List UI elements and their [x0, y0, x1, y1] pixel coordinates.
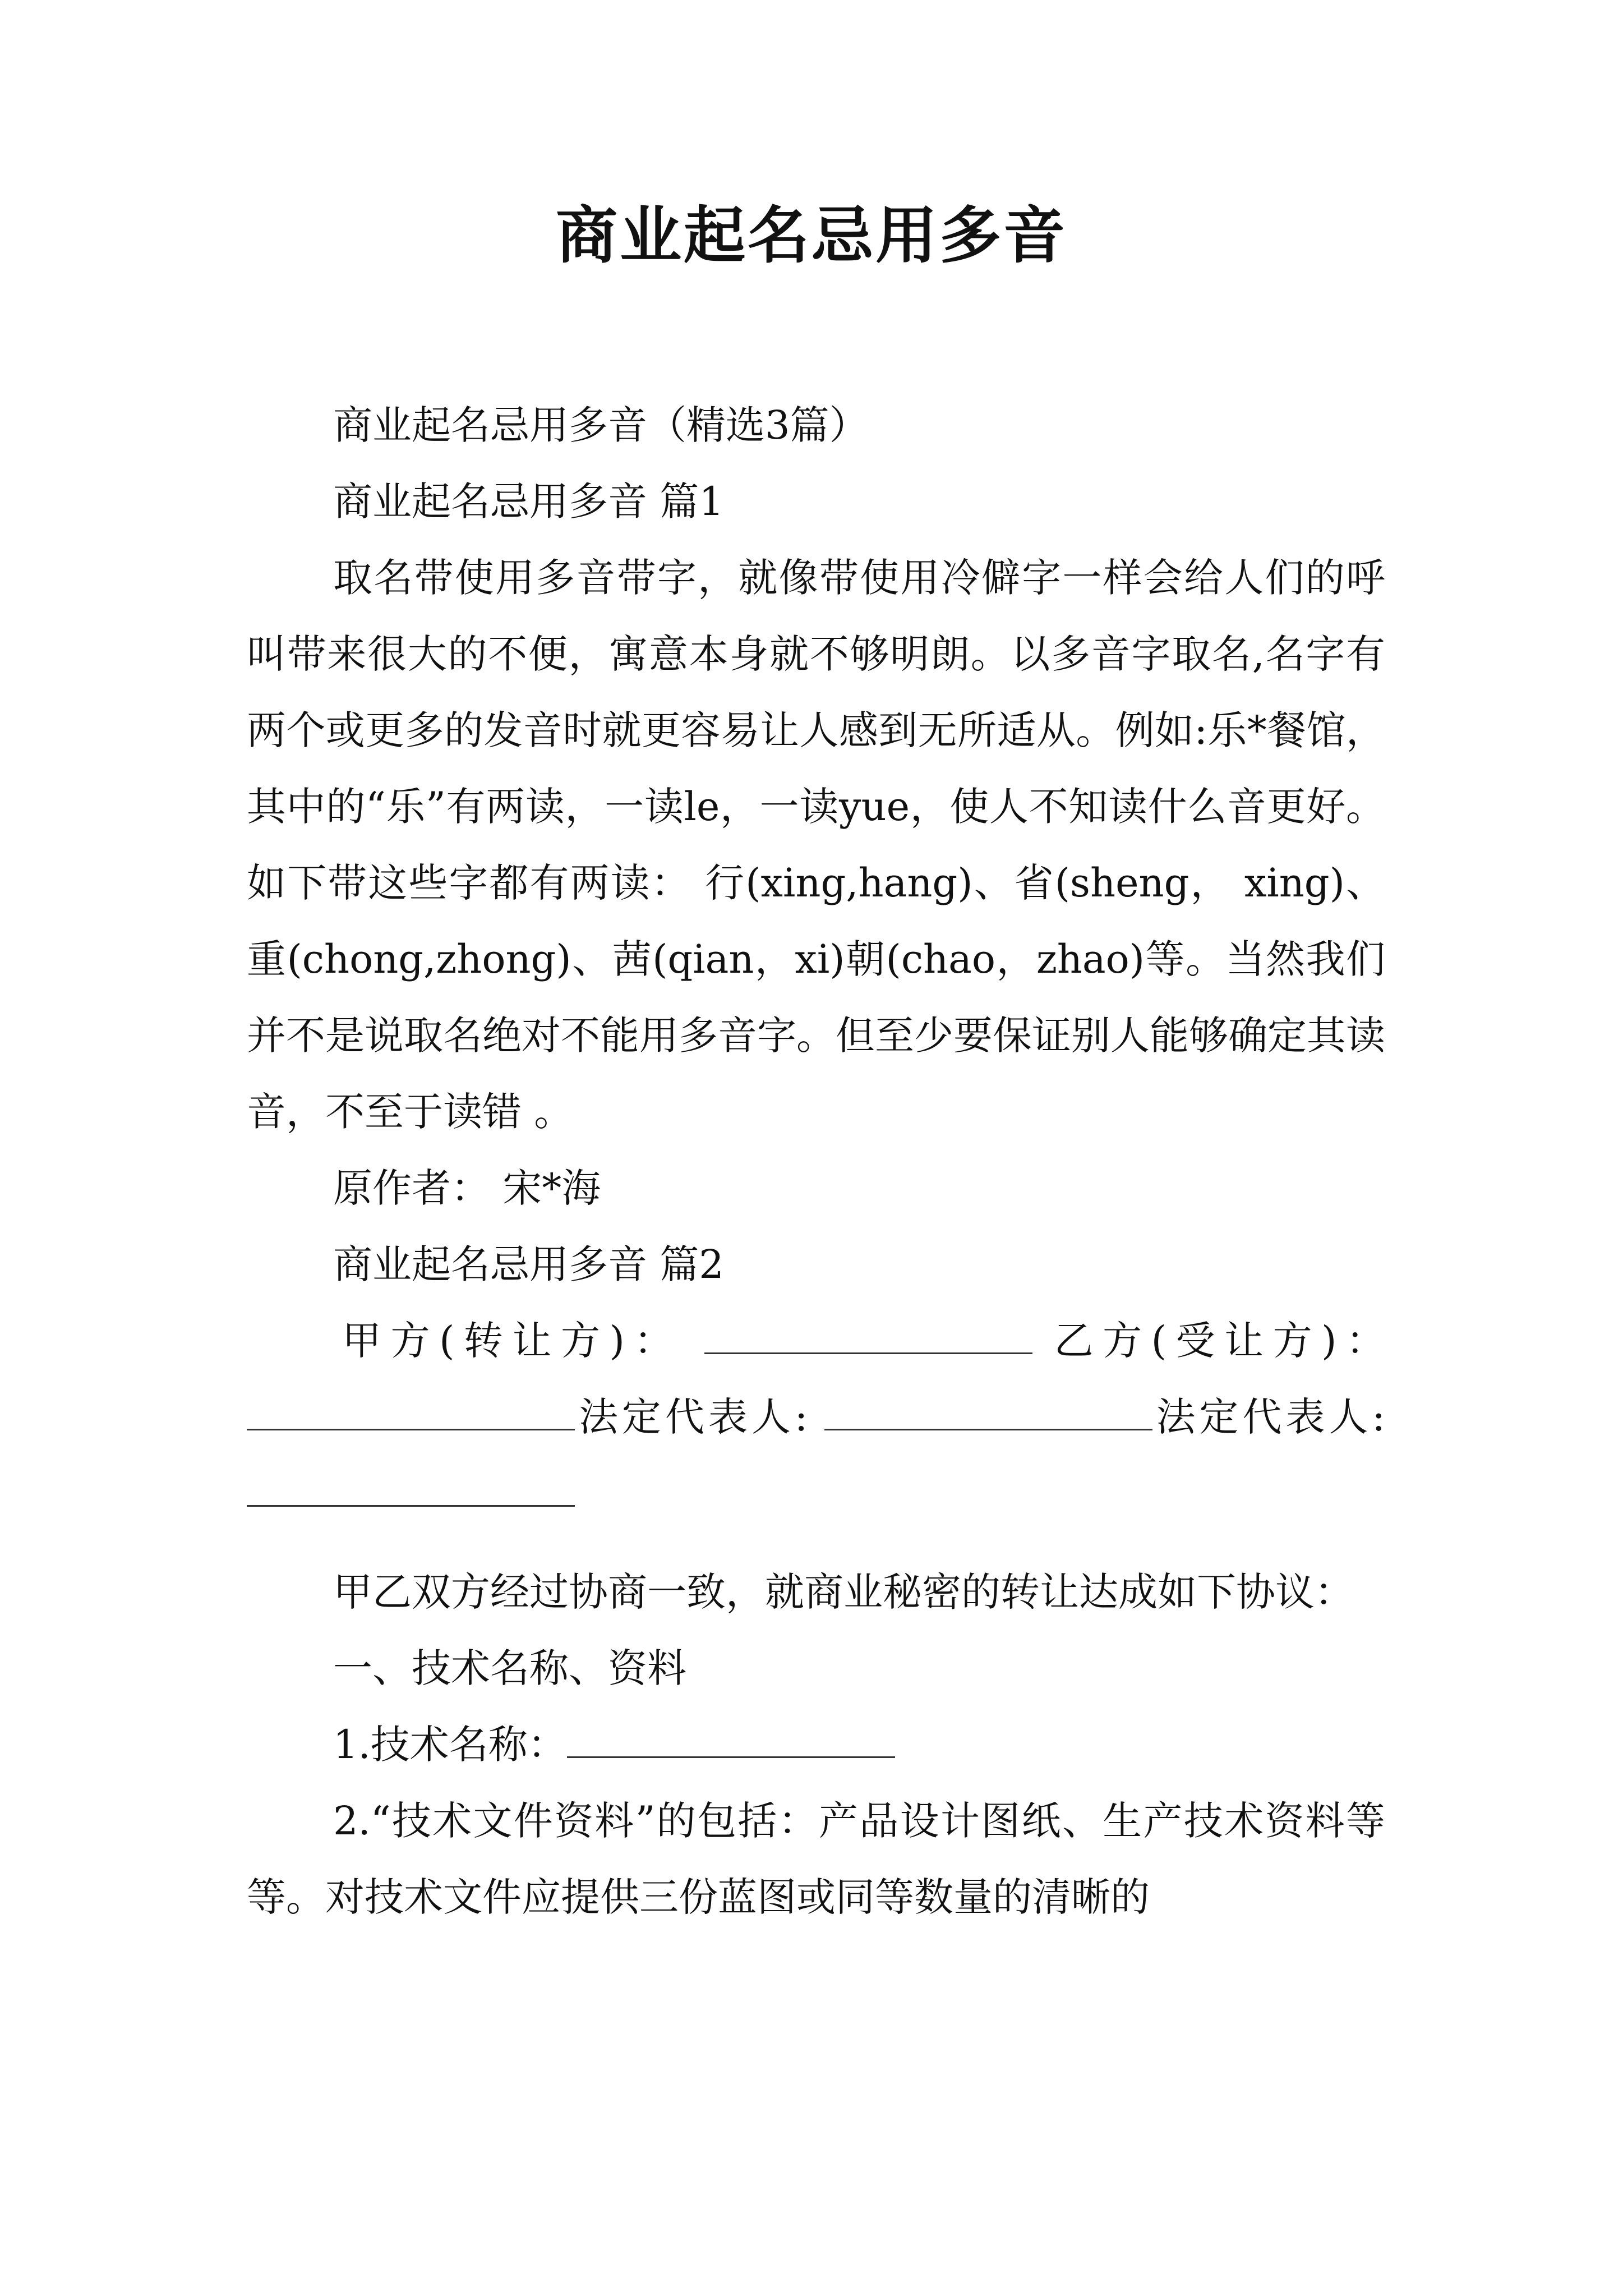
document-title: 商业起名忌用多音	[556, 199, 1067, 272]
parties-block	[247, 1303, 1385, 1531]
subtitle: 商业起名忌用多音（精选3篇）	[333, 402, 869, 448]
section1-heading: 一、技术名称、资料	[333, 1645, 686, 1691]
article1-heading: 商业起名忌用多音 篇1	[333, 478, 724, 524]
spacer	[247, 1531, 1385, 1554]
rep-blank-1	[824, 1391, 1152, 1430]
item1-label: 1.技术名称：	[333, 1722, 567, 1768]
rep-label-1: 法定代表人:	[575, 1394, 808, 1440]
party-b-label: 乙方(受让方)：	[1054, 1318, 1385, 1364]
article2-heading: 商业起名忌用多音 篇2	[333, 1241, 724, 1287]
item1-blank	[567, 1718, 895, 1758]
item2-text: 2.“技术文件资料”的包括：产品设计图纸、生产技术资料等等。对技术文件应提供三份蓝图或同等数量的清晰的	[247, 1798, 1385, 1920]
agreement-intro: 甲乙双方经过协商一致，就商业秘密的转让达成如下协议：	[333, 1569, 1354, 1615]
party-b-blank	[247, 1391, 575, 1430]
party-a-blank	[704, 1314, 1032, 1354]
party-a-label: 甲方(转让方)：	[342, 1318, 683, 1364]
document-body	[247, 387, 1385, 1935]
author-line: 原作者： 宋*海	[333, 1165, 601, 1211]
rep-label-2: 法定代表人:	[1152, 1394, 1385, 1440]
rep-blank-2	[247, 1467, 575, 1507]
item1-line	[247, 1706, 1385, 1783]
article1-body: 取名带使用多音带字，就像带使用冷僻字一样会给人们的呼叫带来很大的不便，寓意本身就不够明朗。以多音字取名,名字有两个或更多的发音时就更容易让人感到无所适从。例如:乐*餐馆，其中的“乐”有两读，一读le，一读yue，使人不知读什么音更好。如下带这些字都有两读： 行(xing,hang)、省(sheng， xing)、重(chong,zhong)、茜(qian，xi)朝(chao，zhao)等。当然我们并不是说取名绝对不能用多音字。但至少要保证别人能够确定其读音，不至于读错 。	[247, 555, 1385, 1135]
